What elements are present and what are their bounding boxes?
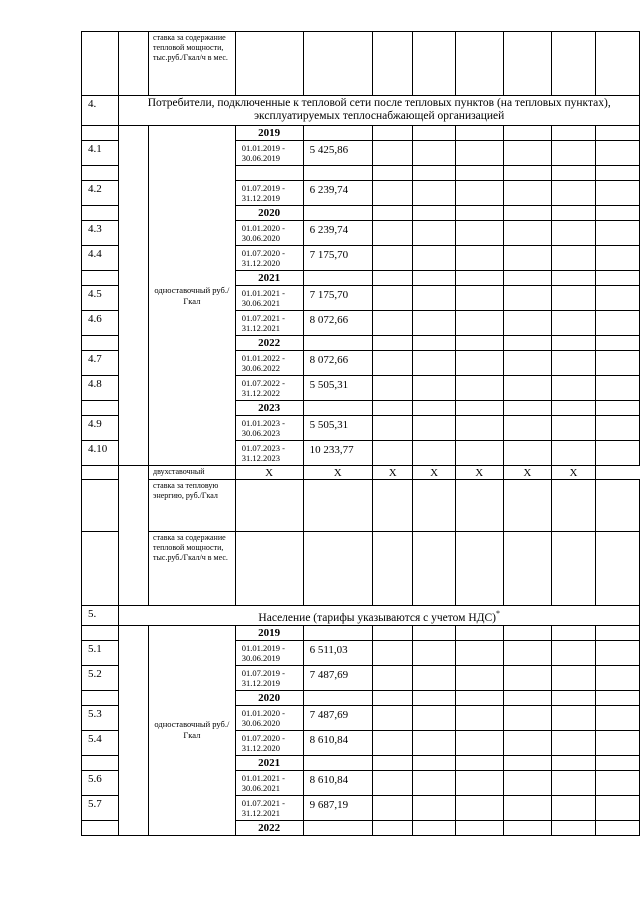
empty-cell [372, 141, 412, 166]
tariff-value: 8 610,84 [303, 770, 372, 795]
year-heading: 2019 [235, 126, 303, 141]
section-title [119, 606, 640, 626]
empty-cell [503, 755, 551, 770]
empty-cell [303, 755, 372, 770]
empty-cell [303, 206, 372, 221]
period-cell: 01.01.2022 - 30.06.2022 [235, 351, 303, 376]
table-row [82, 96, 640, 126]
empty-cell [503, 640, 551, 665]
empty-cell [235, 166, 303, 181]
empty-cell [596, 730, 640, 755]
empty-cell [303, 532, 372, 606]
empty-cell [413, 770, 455, 795]
empty-cell [413, 311, 455, 336]
empty-cell [596, 416, 640, 441]
empty-cell [82, 336, 119, 351]
empty-cell [413, 336, 455, 351]
empty-cell [372, 336, 412, 351]
tariff-value: 10 233,77 [303, 441, 372, 466]
year-heading: 2021 [235, 271, 303, 286]
empty-cell [596, 336, 640, 351]
empty-cell [413, 221, 455, 246]
year-heading: 2020 [235, 206, 303, 221]
empty-cell [455, 351, 503, 376]
period-cell: 01.01.2020 - 30.06.2020 [235, 705, 303, 730]
empty-cell [503, 286, 551, 311]
empty-cell [82, 466, 119, 480]
tariff-value: 8 072,66 [303, 311, 372, 336]
tariff-value: 5 505,31 [303, 416, 372, 441]
empty-cell [503, 441, 551, 466]
empty-cell [303, 271, 372, 286]
empty-cell [596, 376, 640, 401]
single-rate-label: одноставочный руб./Гкал [149, 126, 236, 466]
empty-cell [372, 221, 412, 246]
empty-cell [551, 32, 595, 96]
year-heading: 2023 [235, 401, 303, 416]
empty-cell [372, 532, 412, 606]
row-number: 4.6 [82, 311, 119, 336]
table-row [82, 466, 640, 480]
empty-cell [596, 351, 640, 376]
tariff-value: 7 175,70 [303, 286, 372, 311]
empty-cell [372, 206, 412, 221]
empty-cell [596, 401, 640, 416]
empty-cell [303, 126, 372, 141]
empty-cell [551, 221, 595, 246]
empty-cell [413, 32, 455, 96]
tariff-table-body [82, 32, 640, 836]
empty-cell [596, 441, 640, 466]
empty-cell [503, 126, 551, 141]
empty-cell [596, 755, 640, 770]
period-cell: 01.01.2023 - 30.06.2023 [235, 416, 303, 441]
empty-cell [596, 480, 640, 532]
not-applicable-mark: X [235, 466, 303, 480]
row-number: 5.3 [82, 705, 119, 730]
empty-cell [455, 795, 503, 820]
empty-cell [303, 336, 372, 351]
not-applicable-mark: X [372, 466, 412, 480]
empty-cell [455, 311, 503, 336]
year-heading: 2022 [235, 336, 303, 351]
empty-cell [551, 532, 595, 606]
empty-cell [413, 690, 455, 705]
empty-cell [455, 730, 503, 755]
empty-cell [413, 401, 455, 416]
empty-cell [372, 376, 412, 401]
empty-cell [503, 401, 551, 416]
period-cell: 01.07.2022 - 31.12.2022 [235, 376, 303, 401]
row-number: 4.5 [82, 286, 119, 311]
empty-cell [372, 770, 412, 795]
empty-cell [596, 246, 640, 271]
empty-cell [503, 665, 551, 690]
empty-cell [455, 336, 503, 351]
empty-cell [82, 755, 119, 770]
empty-cell [455, 416, 503, 441]
empty-cell [372, 286, 412, 311]
empty-cell [551, 286, 595, 311]
empty-cell [372, 441, 412, 466]
row-number: 4.1 [82, 141, 119, 166]
empty-cell [551, 351, 595, 376]
empty-cell [119, 466, 149, 606]
row-number: 4.2 [82, 181, 119, 206]
year-heading: 2019 [235, 625, 303, 640]
period-cell: 01.01.2020 - 30.06.2020 [235, 221, 303, 246]
tariff-value: 6 511,03 [303, 640, 372, 665]
empty-cell [413, 351, 455, 376]
empty-cell [455, 271, 503, 286]
empty-cell [372, 271, 412, 286]
two-rate-label: двухставочный [149, 466, 236, 480]
row-number: 5.4 [82, 730, 119, 755]
empty-cell [455, 206, 503, 221]
empty-cell [503, 141, 551, 166]
not-applicable-mark: X [503, 466, 551, 480]
empty-cell [413, 640, 455, 665]
empty-cell [551, 206, 595, 221]
empty-cell [455, 820, 503, 835]
empty-cell [596, 625, 640, 640]
empty-cell [82, 32, 119, 96]
empty-cell [596, 311, 640, 336]
empty-cell [235, 480, 303, 532]
period-cell: 01.01.2019 - 30.06.2019 [235, 141, 303, 166]
empty-cell [596, 126, 640, 141]
section-title-text: Население (тарифы указываются с учетом НДС) [258, 611, 496, 624]
empty-cell [82, 126, 119, 141]
empty-cell [596, 770, 640, 795]
empty-cell [119, 126, 149, 466]
row-number: 4.7 [82, 351, 119, 376]
empty-cell [596, 32, 640, 96]
empty-cell [372, 480, 412, 532]
empty-cell [551, 705, 595, 730]
empty-cell [596, 640, 640, 665]
empty-cell [455, 532, 503, 606]
empty-cell [455, 665, 503, 690]
row-number: 4.9 [82, 416, 119, 441]
empty-cell [503, 32, 551, 96]
empty-cell [503, 625, 551, 640]
tariff-value: 6 239,74 [303, 221, 372, 246]
empty-cell [503, 730, 551, 755]
tariff-value: 9 687,19 [303, 795, 372, 820]
tariff-value: 7 487,69 [303, 705, 372, 730]
empty-cell [551, 126, 595, 141]
empty-cell [455, 286, 503, 311]
empty-cell [503, 690, 551, 705]
table-row [82, 625, 640, 640]
empty-cell [503, 221, 551, 246]
empty-cell [82, 271, 119, 286]
capacity-rate-label: ставка за содержание тепловой мощности, тыс.руб./Гкал/ч в мес. [149, 532, 236, 606]
empty-cell [551, 690, 595, 705]
empty-cell [503, 376, 551, 401]
empty-cell [413, 480, 455, 532]
empty-cell [82, 690, 119, 705]
empty-cell [455, 181, 503, 206]
empty-cell [503, 336, 551, 351]
empty-cell [372, 640, 412, 665]
empty-cell [413, 206, 455, 221]
empty-cell [119, 32, 149, 96]
empty-cell [413, 795, 455, 820]
empty-cell [413, 730, 455, 755]
table-row [82, 532, 640, 606]
empty-cell [413, 705, 455, 730]
row-number: 5.6 [82, 770, 119, 795]
footnote-mark: * [496, 609, 500, 618]
empty-cell [596, 166, 640, 181]
row-number: 5.7 [82, 795, 119, 820]
empty-cell [503, 416, 551, 441]
empty-cell [372, 755, 412, 770]
empty-cell [551, 625, 595, 640]
empty-cell [596, 705, 640, 730]
tariff-value: 6 239,74 [303, 181, 372, 206]
empty-cell [551, 665, 595, 690]
not-applicable-mark: X [551, 466, 595, 480]
empty-cell [455, 690, 503, 705]
empty-cell [503, 311, 551, 336]
empty-cell [503, 351, 551, 376]
empty-cell [503, 480, 551, 532]
empty-cell [303, 625, 372, 640]
empty-cell [455, 625, 503, 640]
empty-cell [235, 32, 303, 96]
empty-cell [413, 625, 455, 640]
empty-cell [503, 181, 551, 206]
empty-cell [503, 795, 551, 820]
empty-cell [372, 795, 412, 820]
empty-cell [413, 166, 455, 181]
year-heading: 2021 [235, 755, 303, 770]
period-cell: 01.07.2021 - 31.12.2021 [235, 795, 303, 820]
period-cell: 01.07.2023 - 31.12.2023 [235, 441, 303, 466]
empty-cell [413, 181, 455, 206]
period-cell: 01.07.2021 - 31.12.2021 [235, 311, 303, 336]
empty-cell [596, 665, 640, 690]
period-cell: 01.07.2020 - 31.12.2020 [235, 246, 303, 271]
year-heading: 2022 [235, 820, 303, 835]
empty-cell [303, 820, 372, 835]
not-applicable-mark: X [413, 466, 455, 480]
empty-cell [372, 665, 412, 690]
empty-cell [551, 416, 595, 441]
empty-cell [551, 441, 595, 466]
empty-cell [503, 820, 551, 835]
empty-cell [372, 311, 412, 336]
empty-cell [413, 665, 455, 690]
energy-rate-label: ставка за тепловую энергию, руб./Гкал [149, 480, 236, 532]
empty-cell [372, 625, 412, 640]
empty-cell [503, 271, 551, 286]
empty-cell [551, 141, 595, 166]
empty-cell [82, 166, 119, 181]
tariff-value: 8 610,84 [303, 730, 372, 755]
empty-cell [551, 376, 595, 401]
row-number: 5.2 [82, 665, 119, 690]
empty-cell [372, 166, 412, 181]
empty-cell [372, 181, 412, 206]
empty-cell [303, 166, 372, 181]
empty-cell [413, 820, 455, 835]
empty-cell [455, 770, 503, 795]
empty-cell [551, 820, 595, 835]
tariff-table [81, 31, 640, 836]
tariff-value: 8 072,66 [303, 351, 372, 376]
empty-cell [596, 206, 640, 221]
period-cell: 01.07.2019 - 31.12.2019 [235, 665, 303, 690]
empty-cell [413, 441, 455, 466]
empty-cell [596, 820, 640, 835]
empty-cell [372, 416, 412, 441]
row-number: 4.4 [82, 246, 119, 271]
empty-cell [551, 401, 595, 416]
section-title-text: Потребители, подключенные к тепловой сети после тепловых пунктов (на тепловых пунктах), эксплуатируемых теплоснабжающей организацией [147, 97, 611, 122]
empty-cell [413, 141, 455, 166]
empty-cell [455, 126, 503, 141]
tariff-value: 5 505,31 [303, 376, 372, 401]
empty-cell [551, 640, 595, 665]
empty-cell [413, 755, 455, 770]
capacity-rate-label: ставка за содержание тепловой мощности, тыс.руб./Гкал/ч в мес. [149, 32, 236, 96]
empty-cell [455, 480, 503, 532]
empty-cell [303, 401, 372, 416]
single-rate-label: одноставочный руб./Гкал [149, 625, 236, 835]
empty-cell [413, 271, 455, 286]
empty-cell [551, 770, 595, 795]
tariff-value: 5 425,86 [303, 141, 372, 166]
empty-cell [455, 705, 503, 730]
empty-cell [413, 126, 455, 141]
empty-cell [372, 820, 412, 835]
empty-cell [455, 376, 503, 401]
empty-cell [596, 690, 640, 705]
empty-cell [455, 401, 503, 416]
period-cell: 01.01.2021 - 30.06.2021 [235, 286, 303, 311]
year-heading: 2020 [235, 690, 303, 705]
empty-cell [551, 755, 595, 770]
empty-cell [503, 206, 551, 221]
empty-cell [596, 532, 640, 606]
not-applicable-mark: X [455, 466, 503, 480]
empty-cell [551, 271, 595, 286]
period-cell: 01.01.2019 - 30.06.2019 [235, 640, 303, 665]
tariff-value: 7 487,69 [303, 665, 372, 690]
empty-cell [503, 532, 551, 606]
empty-cell [596, 271, 640, 286]
empty-cell [372, 690, 412, 705]
section-title [119, 96, 640, 126]
empty-cell [455, 141, 503, 166]
empty-cell [372, 246, 412, 271]
empty-cell [413, 376, 455, 401]
table-row [82, 480, 640, 532]
empty-cell [82, 625, 119, 640]
empty-cell [372, 32, 412, 96]
empty-cell [596, 221, 640, 246]
empty-cell [455, 32, 503, 96]
period-cell: 01.01.2021 - 30.06.2021 [235, 770, 303, 795]
empty-cell [372, 351, 412, 376]
tariff-value: 7 175,70 [303, 246, 372, 271]
empty-cell [455, 640, 503, 665]
empty-cell [551, 181, 595, 206]
empty-cell [82, 532, 119, 606]
empty-cell [455, 755, 503, 770]
section-number: 5. [82, 606, 119, 626]
table-row [82, 126, 640, 141]
empty-cell [372, 705, 412, 730]
empty-cell [82, 480, 119, 532]
empty-cell [372, 401, 412, 416]
empty-cell [303, 480, 372, 532]
not-applicable-mark: X [303, 466, 372, 480]
empty-cell [413, 532, 455, 606]
empty-cell [503, 246, 551, 271]
section-number: 4. [82, 96, 119, 126]
row-number: 4.3 [82, 221, 119, 246]
empty-cell [551, 246, 595, 271]
period-cell: 01.07.2019 - 31.12.2019 [235, 181, 303, 206]
empty-cell [413, 416, 455, 441]
empty-cell [596, 795, 640, 820]
empty-cell [119, 625, 149, 835]
empty-cell [455, 221, 503, 246]
empty-cell [551, 730, 595, 755]
empty-cell [455, 246, 503, 271]
empty-cell [503, 705, 551, 730]
empty-cell [551, 311, 595, 336]
empty-cell [551, 166, 595, 181]
empty-cell [413, 246, 455, 271]
empty-cell [413, 286, 455, 311]
empty-cell [372, 730, 412, 755]
empty-cell [551, 480, 595, 532]
empty-cell [303, 690, 372, 705]
period-cell: 01.07.2020 - 31.12.2020 [235, 730, 303, 755]
empty-cell [596, 141, 640, 166]
empty-cell [303, 32, 372, 96]
empty-cell [372, 126, 412, 141]
empty-cell [455, 441, 503, 466]
empty-cell [551, 795, 595, 820]
empty-cell [455, 166, 503, 181]
empty-cell [82, 820, 119, 835]
empty-cell [551, 336, 595, 351]
empty-cell [596, 181, 640, 206]
empty-cell [503, 166, 551, 181]
empty-cell [82, 206, 119, 221]
row-number: 4.10 [82, 441, 119, 466]
empty-cell [503, 770, 551, 795]
empty-cell [596, 286, 640, 311]
table-row [82, 606, 640, 626]
table-row [82, 32, 640, 96]
empty-cell [82, 401, 119, 416]
row-number: 5.1 [82, 640, 119, 665]
row-number: 4.8 [82, 376, 119, 401]
empty-cell [235, 532, 303, 606]
